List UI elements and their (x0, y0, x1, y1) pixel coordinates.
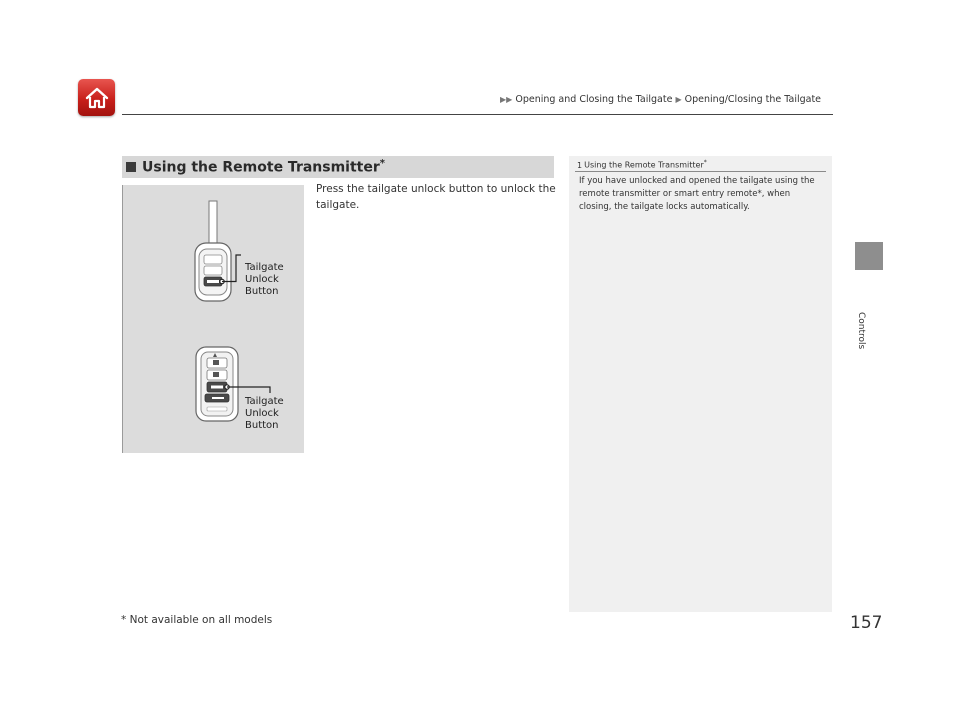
side-note-panel (569, 156, 832, 612)
breadcrumb-arrow-icon: ▶▶ (500, 95, 513, 104)
breadcrumb-item[interactable]: Opening and Closing the Tailgate (515, 94, 673, 105)
home-icon (84, 86, 110, 110)
remote-figure (122, 185, 304, 453)
body-text: Press the tailgate unlock button to unlock the tailgate. (316, 183, 556, 211)
square-bullet-icon (126, 162, 136, 172)
breadcrumb-arrow-icon: ▶ (675, 95, 682, 104)
header-rule (122, 114, 833, 115)
breadcrumb-item[interactable]: Opening/Closing the Tailgate (684, 94, 822, 105)
figure-label: Tailgate Unlock Button (245, 396, 284, 431)
footnote: * Not available on all models (121, 614, 273, 626)
section-title: Using the Remote Transmitter (142, 159, 380, 176)
side-note-rule (575, 171, 826, 172)
figure-label: Tailgate Unlock Button (245, 262, 284, 297)
home-button[interactable] (78, 79, 115, 116)
chapter-label: Controls (856, 312, 866, 350)
chapter-tab[interactable] (855, 242, 883, 270)
key-fob-icon (195, 201, 241, 301)
reference-icon: 1 (577, 160, 583, 170)
side-note-title: 1 Using the Remote Transmitter* (577, 159, 707, 170)
section-asterisk: * (379, 158, 386, 170)
side-note-text: If you have unlocked and opened the tailgate using the remote transmitter or smart entry remote*, when closing, the tailgate locks automatically. (579, 176, 815, 212)
page-number: 157 (850, 613, 883, 633)
section-heading (122, 156, 554, 178)
breadcrumb (500, 94, 821, 105)
